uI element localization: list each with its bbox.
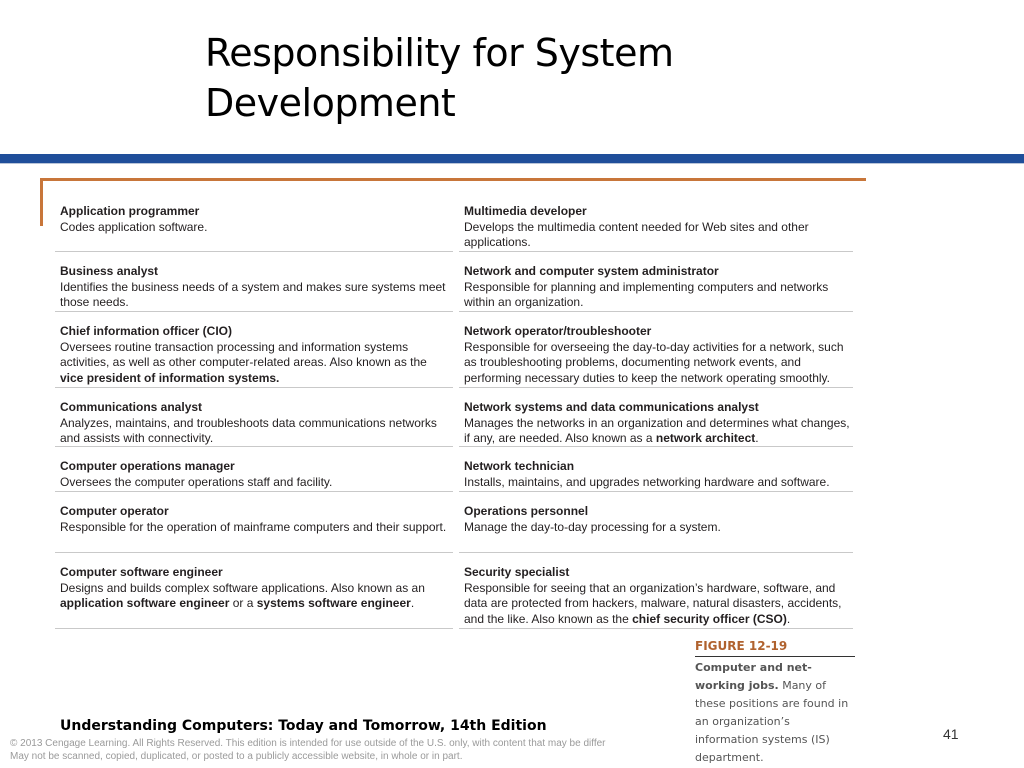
figure-caption-lead: Computer and net-working jobs. bbox=[695, 661, 812, 692]
page-number: 41 bbox=[943, 726, 959, 742]
job-description: Designs and builds complex software applications. Also known as an bbox=[60, 580, 425, 595]
job-description: Responsible for planning and implementing computers and networks within an organization. bbox=[464, 279, 829, 309]
job-entry bbox=[459, 312, 853, 388]
job-entry bbox=[459, 447, 853, 492]
job-entry bbox=[55, 447, 453, 492]
job-title: Business analyst bbox=[60, 264, 159, 278]
job-entry bbox=[55, 252, 453, 312]
job-description: Oversees the computer operations staff and facility. bbox=[60, 474, 333, 489]
figure-left-rule bbox=[40, 178, 43, 226]
job-title: Multimedia developer bbox=[464, 204, 587, 218]
job-entry bbox=[459, 492, 853, 553]
job-alias: systems software engineer bbox=[256, 596, 411, 610]
job-title: Network operator/troubleshooter bbox=[464, 324, 652, 338]
job-alias-punctuation: . bbox=[410, 596, 415, 610]
job-description: Responsible for the operation of mainframe computers and their support. bbox=[60, 519, 447, 534]
job-description: Installs, maintains, and upgrades networking hardware and software. bbox=[464, 474, 830, 489]
footer-book-title: Understanding Computers: Today and Tomorrow, 14th Edition bbox=[60, 718, 547, 734]
job-title: Network and computer system administrator bbox=[464, 264, 719, 278]
job-description: Analyzes, maintains, and troubleshoots data communications networks and assists with connectivity. bbox=[60, 415, 437, 445]
job-description: Codes application software. bbox=[60, 219, 208, 234]
job-entry bbox=[55, 553, 453, 629]
footer-copyright-line: © 2013 Cengage Learning. All Rights Reserved. This edition is intended for use outside of the U.S. only, with content that may be differ bbox=[10, 738, 606, 749]
figure-label: FIGURE 12-19 bbox=[695, 637, 855, 657]
slide-title: Responsibility for System Development bbox=[205, 31, 674, 125]
job-entry bbox=[459, 553, 853, 629]
job-alias: application software engineer bbox=[60, 596, 230, 610]
job-description: Manages the networks in an organization and determines what changes, if any, are needed. Also known as a bbox=[464, 415, 850, 445]
job-description: Manage the day-to-day processing for a system. bbox=[464, 519, 721, 534]
job-title: Security specialist bbox=[464, 565, 570, 579]
job-entry bbox=[55, 388, 453, 447]
job-alias: network architect bbox=[655, 431, 756, 445]
job-list-left bbox=[55, 192, 453, 629]
job-title: Chief information officer (CIO) bbox=[60, 324, 232, 338]
job-description: Responsible for seeing that an organization’s hardware, software, and data are protected from hackers, malware, natural disasters, accidents, and the like. Also known as the bbox=[464, 580, 842, 626]
job-entry bbox=[459, 252, 853, 312]
job-description: Identifies the business needs of a system and makes sure systems meet those needs. bbox=[60, 279, 446, 309]
job-title: Computer operator bbox=[60, 504, 169, 518]
job-alias-connector: or a bbox=[229, 596, 257, 610]
job-alias: vice president of information systems. bbox=[60, 370, 280, 385]
job-title: Operations personnel bbox=[464, 504, 589, 518]
job-alias-punctuation: . bbox=[755, 431, 759, 445]
title-divider-shadow bbox=[0, 163, 1024, 164]
job-title: Computer software engineer bbox=[60, 565, 223, 579]
figure-top-rule bbox=[40, 178, 866, 181]
job-alias: chief security officer (CSO) bbox=[632, 611, 787, 626]
job-title: Computer operations manager bbox=[60, 459, 235, 473]
job-title: Application programmer bbox=[60, 204, 200, 218]
job-description: Responsible for overseeing the day-to-day activities for a network, such as troubleshooting problems, documenting network events, and performing necessary duties to keep the network operating smoothly. bbox=[464, 339, 844, 385]
job-description: Develops the multimedia content needed for Web sites and other applications. bbox=[464, 219, 809, 249]
job-alias-punctuation: . bbox=[786, 611, 791, 626]
job-entry bbox=[55, 492, 453, 553]
title-divider bbox=[0, 154, 1024, 163]
job-entry bbox=[55, 192, 453, 252]
figure-caption bbox=[695, 637, 855, 767]
job-title: Communications analyst bbox=[60, 400, 203, 414]
job-title: Network systems and data communications analyst bbox=[464, 400, 759, 414]
job-entry bbox=[459, 388, 853, 447]
job-description: Oversees routine transaction processing and information systems activities, as well as other computer-related areas. Also known as the bbox=[60, 339, 427, 369]
job-entry bbox=[55, 312, 453, 388]
job-title: Network technician bbox=[464, 459, 575, 473]
figure-caption-text: Many of these positions are found in an organization’s information systems (IS) department. bbox=[695, 679, 849, 764]
job-entry bbox=[459, 192, 853, 252]
footer-copyright bbox=[10, 737, 710, 763]
footer-copyright-line: May not be scanned, copied, duplicated, or posted to a publicly accessible website, in whole or in part. bbox=[10, 751, 463, 762]
job-list-right bbox=[459, 192, 853, 629]
